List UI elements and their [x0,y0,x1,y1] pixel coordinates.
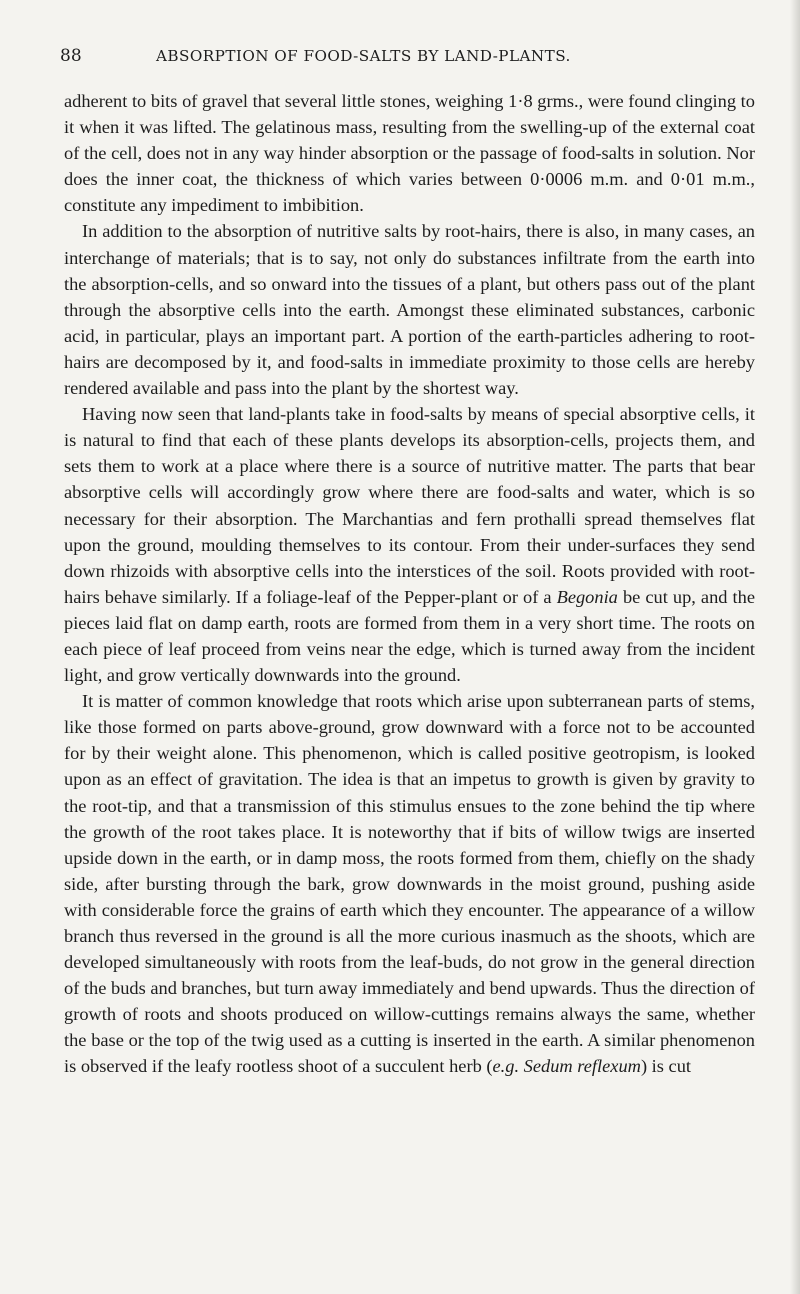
running-title: ABSORPTION OF FOOD-SALTS BY LAND-PLANTS. [156,47,571,65]
text-segment: It is matter of common knowledge that roots which arise upon subterranean parts of stems, like those formed on parts above-ground, grow downward with a force not to be accounted for by their weight alone. This phenomenon, which is called positive geotropism, is looked upon as an effect of gravitation. The idea is that an impetus to growth is given by gravity to the root-tip, and that a transmission of this stimulus ensues to the zone behind the tip where the growth of the root takes place. It is noteworthy that if bits of willow twigs are inserted upside down in the earth, or in damp moss, the roots formed from them, chiefly on the shady side, after bursting through the bark, grow downwards in the moist ground, pushing aside with considerable force the grains of earth which they encounter. The appearance of a willow branch thus reversed in the ground is all the more curious inasmuch as the shoots, which are developed simultaneously with roots from the leaf-buds, do not grow in the general direction of the buds and branches, but turn away immediately and bend upwards. Thus the direction of growth of roots and shoots produced on willow-cuttings remains always the same, whether the base or the top of the twig used as a cutting is inserted in the earth. A similar phenomenon is observed if the leafy rootless shoot of a succulent herb ( [64,691,755,1077]
text-segment: Having now seen that land-plants take in food-salts by means of special absorptive cells, it is natural to find that each of these plants develops its absorption-cells, projects them, and sets them to work at a place where there is a source of nutritive matter. The parts that bear absorptive cells will accordingly grow where there are food-salts and water, which is so necessary for their absorption. The Marchantias and fern prothalli spread themselves flat upon the ground, moulding themselves to its contour. From their under-surfaces they send down rhizoids with absorptive cells into the interstices of the soil. Roots provided with root-hairs behave similarly. If a foliage-leaf of the Pepper-plant or of a [64,404,755,607]
body-text [64,88,755,1080]
paragraph [64,401,755,688]
page-header [60,46,750,70]
text-segment: be cut up, and the pieces laid flat on damp earth, roots are formed from them in a very short time. The roots on each piece of leaf proceed from veins near the edge, which is turned away from the incident light, and grow vertically downwards into the ground. [64,586,755,686]
italic-term: e.g. [492,1056,520,1077]
text-segment: adherent to bits of gravel that several little stones, weighing 1·8 grms., were found clinging to it when it was lifted. The gelatinous mass, resulting from the swelling-up of the external coat of the cell, does not in any way hinder absorption or the passage of food-salts in solution. Nor does the inner coat, the thickness of which varies between 0·0006 m.m. and 0·01 m.m., constitute any impediment to imbibition. [64,91,755,216]
text-segment: In addition to the absorption of nutritive salts by root-hairs, there is also, in many cases, an interchange of materials; that is to say, not only do substances infiltrate from the earth into the absorption-cells, and so onward into the tissues of a plant, but others pass out of the plant through the absorptive cells into the earth. Amongst these eliminated substances, carbonic acid, in particular, plays an important part. A portion of the earth-particles adhering to root-hairs are decomposed by it, and food-salts in immediate proximity to those cells are hereby rendered available and pass into the plant by the shortest way. [64,221,755,399]
paragraph [64,218,755,401]
page-number: 88 [60,46,82,66]
italic-term: Begonia [556,586,618,607]
page-edge-shadow [790,0,800,1294]
paragraph [64,88,755,218]
text-segment: ) is cut [640,1056,692,1077]
italic-term: Sedum reflexum [523,1056,641,1077]
paragraph [64,688,755,1079]
